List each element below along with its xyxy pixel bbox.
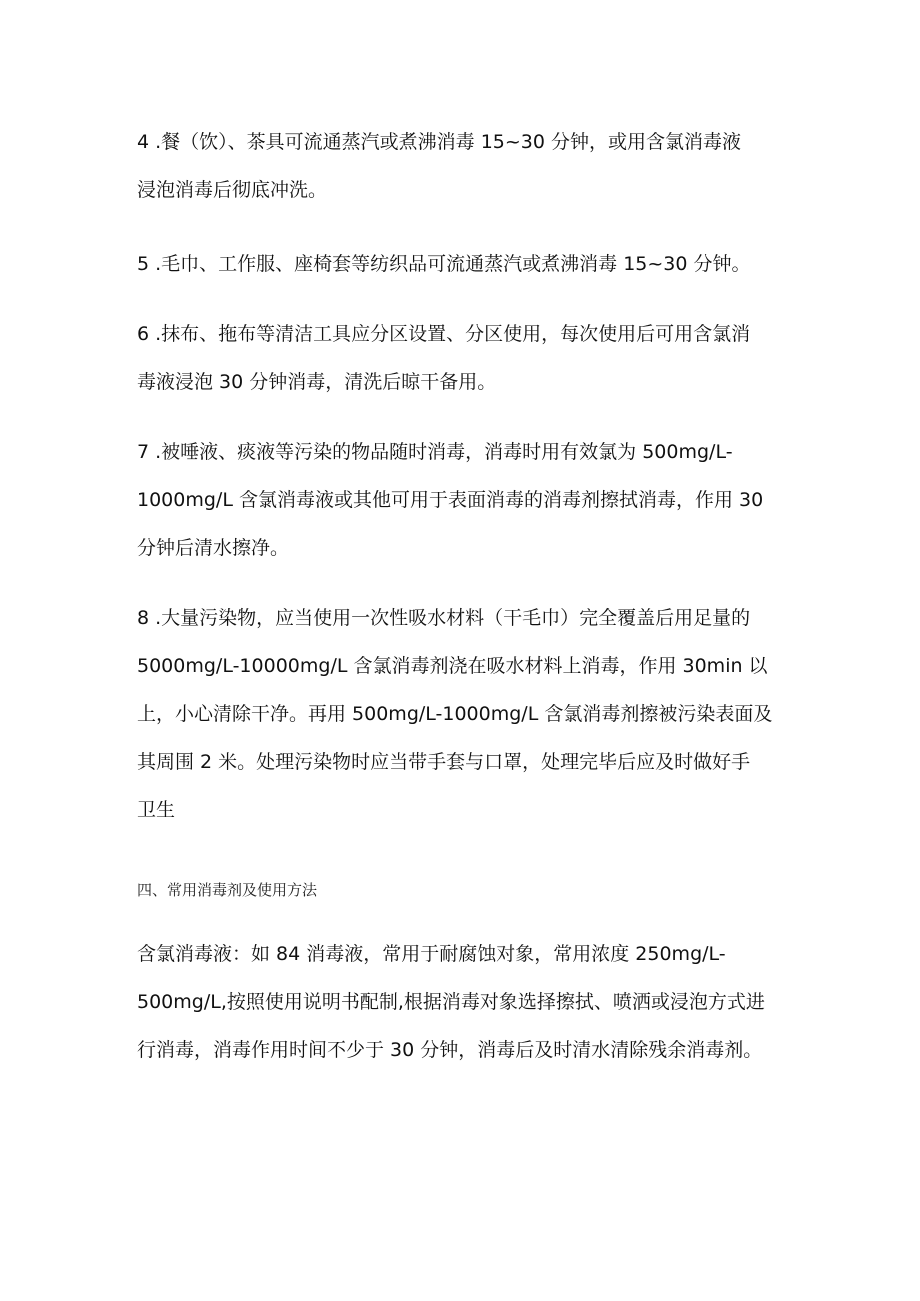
- paragraph-line: 卫生: [137, 799, 176, 821]
- paragraph-line: 500mg∕L,按照使用说明书配制,根据消毒对象选择擦拭、喷洒或浸泡方式进: [137, 991, 765, 1013]
- paragraph-item-7: [137, 428, 797, 572]
- paragraph-line: 1000mg∕L 含氯消毒液或其他可用于表面消毒的消毒剂擦拭消毒，作用 30: [137, 489, 764, 511]
- paragraph-line: 浸泡消毒后彻底冲洗。: [137, 179, 328, 201]
- paragraph-item-4: [137, 118, 797, 214]
- paragraph-line: 6 .抹布、拖布等清洁工具应分区设置、分区使用，每次使用后可用含氯消: [137, 323, 751, 345]
- section-heading: 四、常用消毒剂及使用方法: [137, 881, 318, 899]
- paragraph-line: 5000mg∕L-10000mg∕L 含氯消毒剂浇在吸水材料上消毒，作用 30min 以: [137, 655, 768, 677]
- paragraph-line: 行消毒，消毒作用时间不少于 30 分钟，消毒后及时清水清除残余消毒剂。: [137, 1039, 763, 1061]
- paragraph-item-6: [137, 310, 797, 406]
- paragraph-chlorine-disinfectant: [137, 930, 797, 1074]
- paragraph-line: 毒液浸泡 30 分钟消毒，清洗后晾干备用。: [137, 371, 497, 393]
- paragraph-line: 5 .毛巾、工作服、座椅套等纺织品可流通蒸汽或煮沸消毒 15~30 分钟。: [137, 253, 751, 275]
- paragraph-line: 4 .餐（饮）、茶具可流通蒸汽或煮沸消毒 15~30 分钟，或用含氯消毒液: [137, 131, 742, 153]
- paragraph-line: 分钟后清水擦净。: [137, 537, 290, 559]
- paragraph-line: 8 .大量污染物，应当使用一次性吸水材料（干毛巾）完全覆盖后用足量的: [137, 607, 751, 629]
- paragraph-item-5: [137, 240, 797, 288]
- paragraph-line: 其周围 2 米。处理污染物时应当带手套与口罩，处理完毕后应及时做好手: [137, 751, 751, 773]
- paragraph-line: 7 .被唾液、痰液等污染的物品随时消毒，消毒时用有效氯为 500mg∕L-: [137, 441, 733, 463]
- paragraph-item-8: [137, 594, 797, 834]
- paragraph-line: 上，小心清除干净。再用 500mg∕L-1000mg∕L 含氯消毒剂擦被污染表面及: [137, 703, 773, 725]
- paragraph-line: 含氯消毒液：如 84 消毒液，常用于耐腐蚀对象，常用浓度 250mg∕L-: [137, 943, 726, 965]
